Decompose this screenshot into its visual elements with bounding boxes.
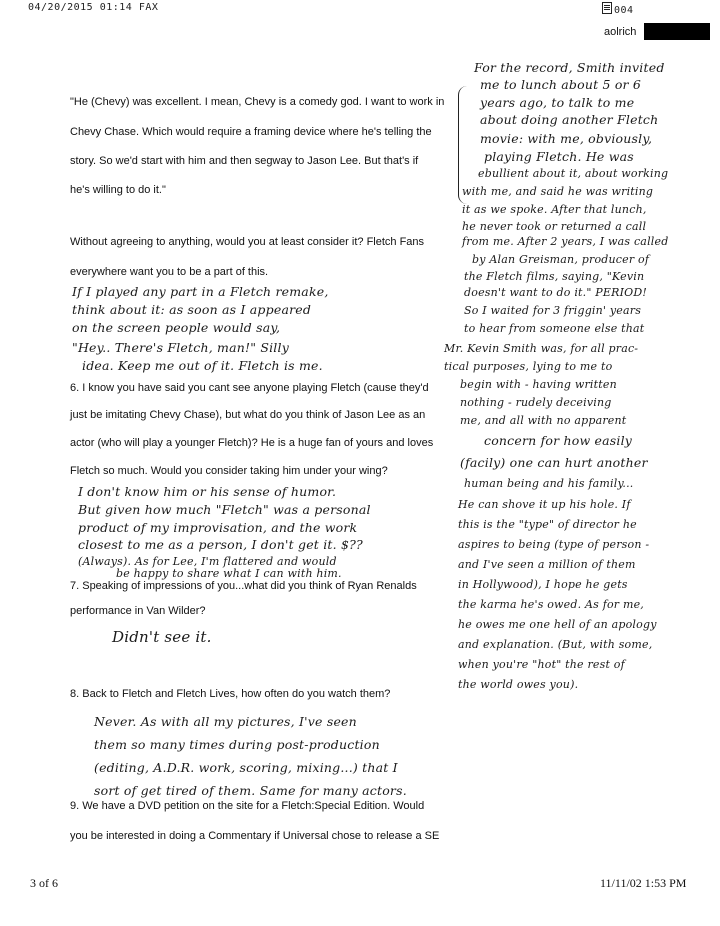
typed-line: Without agreeing to anything, would you at least consider it? Fletch Fans [70, 236, 425, 248]
typed-line: story. So we'd start with him and then segway to Jason Lee. But that's if [70, 155, 419, 167]
fax-page-icon [602, 2, 612, 14]
typed-line: everywhere want you to be a part of this. [70, 266, 269, 278]
fax-page-number: 004 [614, 5, 634, 16]
sender-name: aolrich [604, 26, 637, 38]
handwritten-line: playing Fletch. He was [484, 149, 634, 164]
handwritten-line: (editing, A.D.R. work, scoring, mixing...) that I [94, 760, 398, 775]
handwritten-line: and I've seen a million of them [458, 558, 636, 571]
typed-line: you be interested in doing a Commentary if Universal chose to release a SE [70, 830, 440, 842]
handwritten-line: Mr. Kevin Smith was, for all prac- [444, 342, 639, 355]
handwritten-line: If I played any part in a Fletch remake, [72, 284, 329, 299]
handwritten-line: me to lunch about 5 or 6 [480, 77, 642, 92]
handwritten-line: So I waited for 3 friggin' years [464, 304, 642, 317]
handwritten-line: when you're "hot" the rest of [458, 658, 625, 671]
handwritten-line: Never. As with all my pictures, I've seen [94, 714, 357, 729]
handwritten-line: years ago, to talk to me [480, 95, 635, 110]
handwritten-line: the Fletch films, saying, "Kevin [464, 270, 645, 283]
handwritten-line: he owes me one hell of an apology [458, 618, 657, 631]
fax-datetime: 04/20/2015 01:14 FAX [28, 2, 159, 13]
handwritten-line: nothing - rudely deceiving [460, 396, 612, 409]
handwritten-line: (facily) one can hurt another [460, 455, 648, 470]
handwritten-line: he never took or returned a call [462, 220, 647, 233]
handwritten-line: about doing another Fletch [480, 112, 659, 127]
handwritten-line: the world owes you). [458, 678, 579, 691]
handwritten-line: I don't know him or his sense of humor. [78, 484, 337, 499]
handwritten-line: me, and all with no apparent [460, 414, 627, 427]
handwritten-line: "Hey.. There's Fletch, man!" Silly [72, 340, 289, 355]
handwritten-line: to hear from someone else that [464, 322, 645, 335]
answer-7-handwritten [112, 628, 212, 646]
footer-timestamp: 11/11/02 1:53 PM [600, 876, 687, 890]
handwritten-line: the karma he's owed. As for me, [458, 598, 644, 611]
handwritten-line: For the record, Smith invited [474, 60, 665, 75]
handwritten-line: Didn't see it. [112, 628, 212, 646]
typed-line: 6. I know you have said you cant see anyone playing Fletch (cause they'd [70, 382, 429, 394]
typed-line: 8. Back to Fletch and Fletch Lives, how often do you watch them? [70, 688, 391, 700]
page-number: 3 of 6 [30, 876, 58, 890]
handwritten-line: sort of get tired of them. Same for many actors. [94, 783, 407, 798]
typed-line: he's willing to do it." [70, 184, 166, 196]
handwritten-line: human being and his family... [464, 477, 634, 490]
handwritten-line: product of my improvisation, and the work [78, 520, 358, 535]
handwritten-line: it as we spoke. After that lunch, [462, 203, 647, 216]
typed-line: 9. We have a DVD petition on the site for a Fletch:Special Edition. Would [70, 800, 425, 812]
handwritten-line: idea. Keep me out of it. Fletch is me. [82, 358, 323, 373]
handwritten-line: He can shove it up his hole. If [458, 498, 631, 511]
handwritten-line: begin with - having written [460, 378, 617, 391]
question-8 [70, 688, 390, 700]
typed-line: 7. Speaking of impressions of you...what did you think of Ryan Renalds [70, 580, 417, 592]
handwritten-line: ebullient about it, about working [478, 167, 669, 180]
handwritten-line: concern for how easily [484, 433, 633, 448]
handwritten-line: (Always). As for Lee, I'm flattered and would [78, 555, 337, 568]
handwritten-line: closest to me as a person, I don't get it. $?? [78, 537, 363, 552]
handwritten-line: and explanation. (But, with some, [458, 638, 653, 651]
handwritten-line: think about it: as soon as I appeared [72, 302, 312, 317]
typed-line: Chevy Chase. Which would require a framing device where he's telling the [70, 126, 432, 138]
handwritten-line: But given how much "Fletch" was a personal [78, 502, 371, 517]
handwritten-line: be happy to share what I can with him. [116, 567, 342, 580]
redaction-bar [644, 23, 710, 40]
handwritten-line: this is the "type" of director he [458, 518, 637, 531]
fax-page-code [602, 2, 634, 16]
handwritten-line: tical purposes, lying to me to [444, 360, 613, 373]
handwritten-line: aspires to being (type of person - [458, 538, 650, 551]
handwritten-line: doesn't want to do it." PERIOD! [464, 286, 648, 299]
typed-line: Fletch so much. Would you consider taking him under your wing? [70, 465, 388, 477]
typed-line: actor (who will play a younger Fletch)? He is a huge fan of yours and loves [70, 437, 434, 449]
typed-line: performance in Van Wilder? [70, 605, 206, 617]
handwritten-line: them so many times during post-production [94, 737, 380, 752]
handwritten-line: on the screen people would say, [72, 320, 281, 335]
handwritten-line: with me, and said he was writing [462, 185, 654, 198]
handwritten-line: from me. After 2 years, I was called [462, 235, 669, 248]
typed-line: "He (Chevy) was excellent. I mean, Chevy is a comedy god. I want to work in [70, 96, 445, 108]
handwritten-line: movie: with me, obviously, [480, 131, 653, 146]
typed-line: just be imitating Chevy Chase), but what do you think of Jason Lee as an [70, 409, 426, 421]
handwritten-line: in Hollywood), I hope he gets [458, 578, 628, 591]
handwritten-line: by Alan Greisman, producer of [472, 253, 650, 266]
